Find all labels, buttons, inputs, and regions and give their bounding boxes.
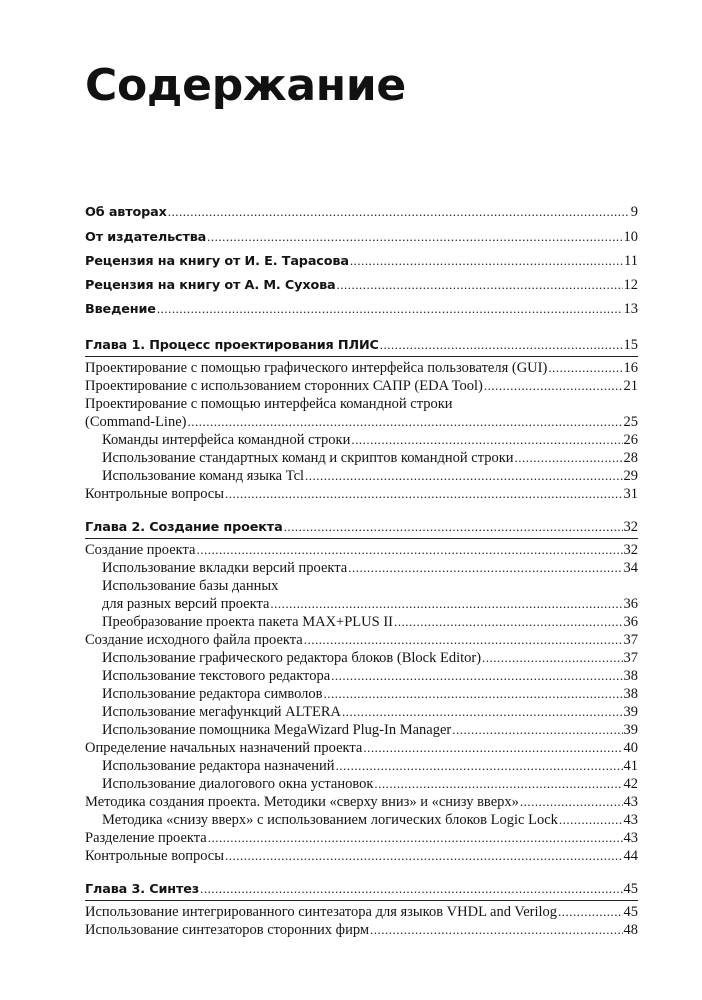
dot-leader [331,667,622,685]
toc-entry-page: 36 [623,596,638,612]
toc-entry-title: Использование редактора назначений [102,758,335,774]
toc-entry-title: Проектирование с помощью графического интерфейса пользователя (GUI) [85,360,548,376]
toc-entry-title: Использование базы данных [102,578,279,594]
toc-entry-page: 25 [623,414,638,430]
toc-entry-page: 12 [623,277,638,293]
dot-leader [370,921,622,939]
dot-leader [196,541,622,559]
toc-subentry[interactable] [102,613,638,631]
toc-entry[interactable] [85,921,638,939]
toc-entry[interactable] [85,847,638,865]
chapter-title: Глава 2. Создание проекта [85,520,283,535]
toc-subentry[interactable] [102,667,638,685]
dot-leader [270,595,622,613]
toc-entry-page: 29 [623,468,638,484]
toc-entry-title: (Command-Line) [85,414,187,430]
toc-entry-page: 28 [623,450,638,466]
chapter-heading[interactable] [85,518,638,536]
toc-entry-title: Проектирование с помощью интерфейса командной строки [85,396,453,412]
toc-entry-page: 9 [630,204,638,220]
toc-subentry[interactable] [102,431,638,449]
toc-entry-page: 43 [623,812,638,828]
dot-leader [157,300,623,318]
toc-entry-title: Создание исходного файла проекта [85,632,303,648]
toc-entry[interactable] [85,276,638,294]
toc-entry[interactable] [85,485,638,503]
toc-entry-page: 21 [623,378,638,394]
dot-leader [363,739,622,757]
toc-entry-page: 39 [623,704,638,720]
toc-entry-page: 26 [623,432,638,448]
chapter-page: 45 [623,881,638,897]
toc-entry-page: 38 [623,668,638,684]
toc-entry[interactable] [85,252,638,270]
dot-leader [168,203,630,221]
dot-leader [348,559,622,577]
chapter-divider [85,900,638,901]
toc-entry[interactable] [85,300,638,318]
toc-entry-title: Контрольные вопросы [85,848,224,864]
dot-leader [225,485,623,503]
toc-subentry[interactable] [102,449,638,467]
toc-entry-title: Проектирование с использованием сторонних САПР (EDA Tool) [85,378,483,394]
toc-entry-title: Использование интегрированного синтезатора для языков VHDL and Verilog [85,904,558,920]
toc-entry-page: 45 [623,904,638,920]
dot-leader [380,336,623,354]
toc-entry[interactable] [85,203,638,221]
toc-entry-title: Введение [85,302,156,317]
dot-leader [337,276,623,294]
toc-entry[interactable] [85,228,638,246]
toc-subentry[interactable] [102,721,638,739]
toc-entry[interactable] [85,359,638,377]
toc-entry-title: Использование редактора символов [102,686,323,702]
toc-entry-page: 37 [623,650,638,666]
toc-entry-page: 41 [623,758,638,774]
toc-entry[interactable] [85,793,638,811]
dot-leader [200,880,622,898]
chapter-divider [85,538,638,539]
toc-entry-page: 13 [623,301,638,317]
dot-leader [284,518,623,536]
toc-entry[interactable] [85,631,638,649]
dot-leader [304,631,623,649]
dot-leader [484,377,623,395]
toc-entry-page: 48 [623,922,638,938]
toc-entry-page: 43 [623,830,638,846]
dot-leader [515,449,623,467]
toc-subentry[interactable] [102,811,638,829]
dot-leader [558,903,622,921]
toc-subentry[interactable] [102,703,638,721]
toc-entry-page: 43 [623,794,638,810]
toc-entry-page: 10 [623,229,638,245]
toc-entry[interactable] [85,739,638,757]
dot-leader [520,793,623,811]
dot-leader [350,252,623,270]
toc-entry-title: Рецензия на книгу от И. Е. Тарасова [85,254,349,269]
dot-leader [482,649,622,667]
toc-subentry[interactable] [102,595,638,613]
toc-subentry[interactable] [102,559,638,577]
toc-entry-title: Команды интерфейса командной строки [102,432,351,448]
chapter-heading[interactable] [85,336,638,354]
toc-entry-page: 39 [623,722,638,738]
chapter-title: Глава 3. Синтез [85,882,200,897]
dot-leader [225,847,623,865]
toc-entry-title: Использование команд языка Tcl [102,468,305,484]
toc-entry-title: Определение начальных назначений проекта [85,740,363,756]
toc-subentry[interactable] [102,649,638,667]
toc-entry-title: Использование графического редактора блоков (Block Editor) [102,650,482,666]
toc-entry-page: 42 [623,776,638,792]
toc-entry-title: для разных версий проекта [102,596,270,612]
toc-subentry[interactable] [102,775,638,793]
dot-leader [351,431,622,449]
toc-entry-page: 32 [623,542,638,558]
chapter-page: 32 [623,519,638,535]
toc-entry-page: 37 [623,632,638,648]
chapter-page: 15 [623,337,638,353]
toc-entry-title: Методика создания проекта. Методики «сверху вниз» и «снизу вверх» [85,794,519,810]
toc-entry-page: 40 [623,740,638,756]
toc-entry[interactable] [85,413,638,431]
dot-leader [324,685,623,703]
page-title: Содержание [85,60,406,111]
toc-entry-page: 34 [623,560,638,576]
toc-entry[interactable] [85,829,638,847]
toc-entry-page: 16 [623,360,638,376]
dot-leader [374,775,622,793]
toc-entry-page: 36 [623,614,638,630]
toc-entry-title: Использование мегафункций ALTERA [102,704,341,720]
toc-subentry-first-line[interactable] [102,577,638,595]
toc-entry-title: Использование текстового редактора [102,668,331,684]
dot-leader [187,413,622,431]
toc-entry-title: Контрольные вопросы [85,486,224,502]
toc-entry-title: Использование вкладки версий проекта [102,560,348,576]
toc-subentry[interactable] [102,757,638,775]
toc-entry[interactable] [85,903,638,921]
toc-entry-page: 11 [624,253,638,269]
dot-leader [394,613,623,631]
toc-entry-title: От издательства [85,230,207,245]
toc-entry-page: 38 [623,686,638,702]
dot-leader [559,811,623,829]
toc-entry-title: Разделение проекта [85,830,207,846]
toc-entry-page: 44 [623,848,638,864]
dot-leader [452,721,622,739]
dot-leader [336,757,623,775]
dot-leader [305,467,622,485]
dot-leader [208,829,623,847]
toc-subentry[interactable] [102,467,638,485]
toc-entry-title: Использование диалогового окна установок [102,776,374,792]
toc-entry-title: Методика «снизу вверх» с использованием логических блоков Logic Lock [102,812,558,828]
dot-leader [548,359,622,377]
toc-entry[interactable] [85,541,638,559]
toc-entry[interactable] [85,377,638,395]
toc-subentry[interactable] [102,685,638,703]
dot-leader [342,703,623,721]
dot-leader [207,228,622,246]
toc-entry-title: Использование стандартных команд и скриптов командной строки [102,450,514,466]
toc-entry-title: Использование помощника MegaWizard Plug-In Manager [102,722,452,738]
toc-entry-title: Использование синтезаторов сторонних фирм [85,922,370,938]
toc-entry-page: 31 [623,486,638,502]
toc-entry-title: Преобразование проекта пакета MAX+PLUS II [102,614,393,630]
toc-entry-title: Об авторах [85,205,167,220]
chapter-heading[interactable] [85,880,638,898]
toc-entry-first-line[interactable] [85,395,638,413]
chapter-title: Глава 1. Процесс проектирования ПЛИС [85,338,379,353]
chapter-divider [85,356,638,357]
toc-entry-title: Рецензия на книгу от А. М. Сухова [85,278,336,293]
toc-entry-title: Создание проекта [85,542,196,558]
